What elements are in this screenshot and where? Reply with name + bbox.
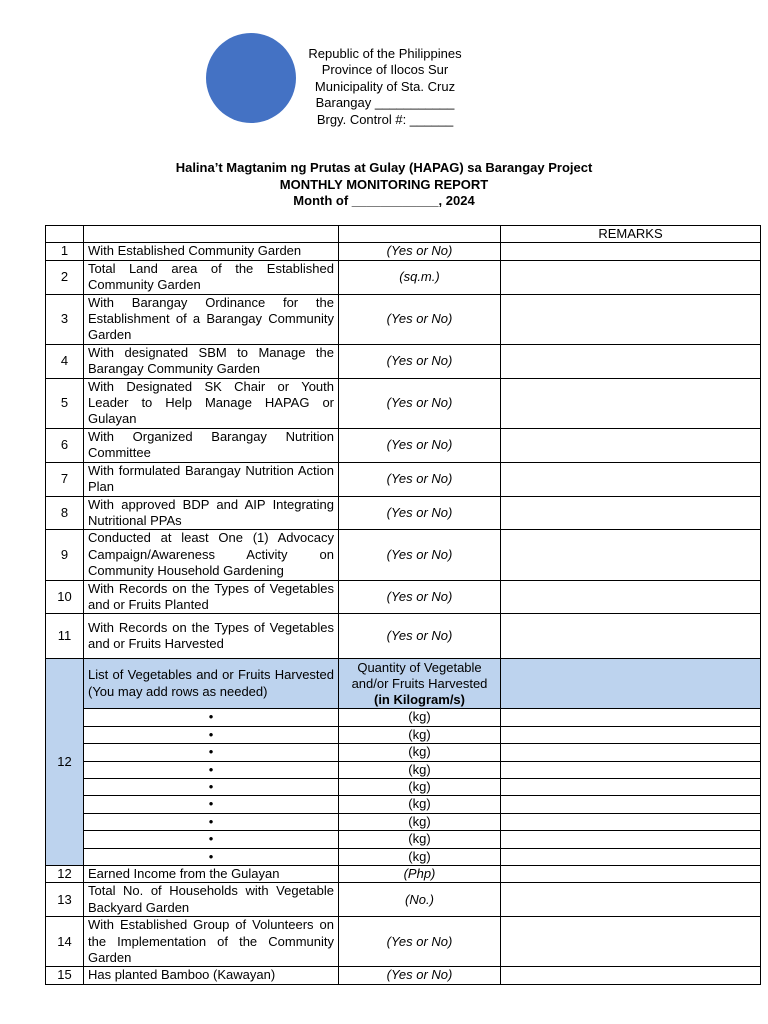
month-line: Month of ____________, 2024 bbox=[293, 193, 475, 208]
harvest-item-unit[interactable]: (kg) bbox=[339, 848, 501, 865]
project-title: Halina’t Magtanim ng Prutas at Gulay (HAPAG) sa Barangay Project bbox=[175, 160, 593, 175]
monitoring-table bbox=[45, 225, 761, 985]
value-cell: (Yes or No) bbox=[339, 344, 501, 378]
harvest-item-bullet[interactable]: • bbox=[84, 831, 339, 848]
row-number: 7 bbox=[46, 462, 84, 496]
row-number: 2 bbox=[46, 260, 84, 294]
remarks-cell[interactable] bbox=[501, 344, 761, 378]
harvest-item-remarks[interactable] bbox=[501, 726, 761, 743]
harvest-item-row bbox=[46, 726, 761, 743]
remarks-cell[interactable] bbox=[501, 378, 761, 428]
harvest-item-remarks[interactable] bbox=[501, 831, 761, 848]
remarks-cell[interactable] bbox=[501, 917, 761, 967]
remarks-cell[interactable] bbox=[501, 883, 761, 917]
harvest-item-remarks[interactable] bbox=[501, 778, 761, 795]
table-row bbox=[46, 866, 761, 883]
value-cell: (Yes or No) bbox=[339, 378, 501, 428]
indicator-cell: With Established Community Garden bbox=[84, 243, 339, 260]
indicator-cell: With Barangay Ordinance for the Establishment of a Barangay Community Garden bbox=[84, 294, 339, 344]
table-row bbox=[46, 378, 761, 428]
harvest-item-unit[interactable]: (kg) bbox=[339, 831, 501, 848]
table-row bbox=[46, 294, 761, 344]
row-number: 10 bbox=[46, 580, 84, 614]
harvest-item-row bbox=[46, 848, 761, 865]
remarks-cell[interactable] bbox=[501, 614, 761, 659]
value-cell: (Yes or No) bbox=[339, 243, 501, 260]
indicator-cell: With Records on the Types of Vegetables and or Fruits Harvested bbox=[84, 614, 339, 659]
indicator-cell: Total Land area of the Established Community Garden bbox=[84, 260, 339, 294]
harvest-item-unit[interactable]: (kg) bbox=[339, 778, 501, 795]
harvest-item-remarks[interactable] bbox=[501, 709, 761, 726]
letterhead-province: Province of Ilocos Sur bbox=[321, 62, 449, 78]
row-number: 8 bbox=[46, 496, 84, 530]
row-number: 13 bbox=[46, 883, 84, 917]
table-body bbox=[46, 226, 761, 985]
harvest-item-remarks[interactable] bbox=[501, 813, 761, 830]
harvest-item-remarks[interactable] bbox=[501, 761, 761, 778]
table-row bbox=[46, 428, 761, 462]
harvest-item-row bbox=[46, 831, 761, 848]
remarks-cell[interactable] bbox=[501, 967, 761, 984]
value-cell: (Yes or No) bbox=[339, 530, 501, 580]
harvest-item-row bbox=[46, 796, 761, 813]
harvest-row-number: 12 bbox=[46, 659, 84, 866]
letterhead-republic: Republic of the Philippines bbox=[308, 46, 462, 61]
row-number: 5 bbox=[46, 378, 84, 428]
harvest-item-unit[interactable]: (kg) bbox=[339, 761, 501, 778]
table-row bbox=[46, 967, 761, 984]
remarks-cell[interactable] bbox=[501, 260, 761, 294]
row-number: 6 bbox=[46, 428, 84, 462]
seal-logo bbox=[206, 33, 296, 123]
value-cell: (Yes or No) bbox=[339, 496, 501, 530]
harvest-item-row bbox=[46, 761, 761, 778]
remarks-cell[interactable] bbox=[501, 866, 761, 883]
table-row bbox=[46, 917, 761, 967]
header-num-cell bbox=[46, 226, 84, 243]
harvest-header-row bbox=[46, 659, 761, 709]
harvest-item-row bbox=[46, 813, 761, 830]
harvest-item-bullet[interactable]: • bbox=[84, 796, 339, 813]
harvest-item-unit[interactable]: (kg) bbox=[339, 744, 501, 761]
row-number: 15 bbox=[46, 967, 84, 984]
table-row bbox=[46, 614, 761, 659]
remarks-cell[interactable] bbox=[501, 580, 761, 614]
value-cell: (No.) bbox=[339, 883, 501, 917]
indicator-cell: Earned Income from the Gulayan bbox=[84, 866, 339, 883]
indicator-cell: With approved BDP and AIP Integrating Nutritional PPAs bbox=[84, 496, 339, 530]
harvest-item-row bbox=[46, 744, 761, 761]
table-row bbox=[46, 260, 761, 294]
row-number: 11 bbox=[46, 614, 84, 659]
harvest-item-remarks[interactable] bbox=[501, 744, 761, 761]
indicator-cell: With formulated Barangay Nutrition Action Plan bbox=[84, 462, 339, 496]
table-row bbox=[46, 496, 761, 530]
harvest-item-bullet[interactable]: • bbox=[84, 726, 339, 743]
indicator-cell: Total No. of Households with Vegetable Backyard Garden bbox=[84, 883, 339, 917]
remarks-cell[interactable] bbox=[501, 243, 761, 260]
table-row bbox=[46, 883, 761, 917]
remarks-header: REMARKS bbox=[501, 226, 761, 243]
indicator-cell: Has planted Bamboo (Kawayan) bbox=[84, 967, 339, 984]
harvest-item-bullet[interactable]: • bbox=[84, 744, 339, 761]
remarks-cell[interactable] bbox=[501, 294, 761, 344]
row-number: 14 bbox=[46, 917, 84, 967]
letterhead bbox=[300, 46, 470, 128]
remarks-cell[interactable] bbox=[501, 496, 761, 530]
indicator-cell: With Records on the Types of Vegetables and or Fruits Planted bbox=[84, 580, 339, 614]
table-row bbox=[46, 530, 761, 580]
letterhead-control-number: Brgy. Control #: ______ bbox=[316, 111, 454, 127]
value-cell: (Yes or No) bbox=[339, 967, 501, 984]
letterhead-barangay: Barangay ___________ bbox=[315, 95, 455, 111]
indicator-cell: With designated SBM to Manage the Barangay Community Garden bbox=[84, 344, 339, 378]
harvest-item-bullet[interactable]: • bbox=[84, 848, 339, 865]
remarks-cell[interactable] bbox=[501, 530, 761, 580]
value-cell: (Yes or No) bbox=[339, 614, 501, 659]
indicator-cell: Conducted at least One (1) Advocacy Campaign/Awareness Activity on Community Household Gardening bbox=[84, 530, 339, 580]
harvest-item-unit[interactable]: (kg) bbox=[339, 726, 501, 743]
quantity-header-line1: Quantity of Vegetable bbox=[357, 659, 482, 675]
row-number: 3 bbox=[46, 294, 84, 344]
quantity-header-unit: (in Kilogram/s) bbox=[373, 691, 465, 707]
quantity-header-line2: and/or Fruits Harvested bbox=[351, 675, 488, 691]
table-row bbox=[46, 243, 761, 260]
remarks-cell[interactable] bbox=[501, 462, 761, 496]
row-number: 9 bbox=[46, 530, 84, 580]
harvest-item-remarks[interactable] bbox=[501, 848, 761, 865]
harvest-item-remarks[interactable] bbox=[501, 796, 761, 813]
harvest-item-row bbox=[46, 778, 761, 795]
letterhead-municipality: Municipality of Sta. Cruz bbox=[314, 78, 456, 94]
harvest-item-unit[interactable]: (kg) bbox=[339, 813, 501, 830]
value-cell: (Php) bbox=[339, 866, 501, 883]
row-number: 12 bbox=[46, 866, 84, 883]
row-number: 4 bbox=[46, 344, 84, 378]
report-title: MONTHLY MONITORING REPORT bbox=[279, 176, 489, 192]
harvest-item-unit[interactable]: (kg) bbox=[339, 796, 501, 813]
harvest-item-bullet[interactable]: • bbox=[84, 709, 339, 726]
indicator-cell: With Designated SK Chair or Youth Leader to Help Manage HAPAG or Gulayan bbox=[84, 378, 339, 428]
harvest-item-row bbox=[46, 709, 761, 726]
indicator-cell: With Organized Barangay Nutrition Committee bbox=[84, 428, 339, 462]
header-indicator-cell bbox=[84, 226, 339, 243]
value-cell: (Yes or No) bbox=[339, 428, 501, 462]
report-titles bbox=[0, 160, 768, 210]
harvest-indicator-cell: List of Vegetables and or Fruits Harvested (You may add rows as needed) bbox=[84, 659, 339, 709]
table-row bbox=[46, 580, 761, 614]
harvest-item-unit[interactable]: (kg) bbox=[339, 709, 501, 726]
remarks-cell[interactable] bbox=[501, 428, 761, 462]
harvest-remarks-cell bbox=[501, 659, 761, 709]
harvest-item-bullet[interactable]: • bbox=[84, 813, 339, 830]
harvest-item-bullet[interactable]: • bbox=[84, 778, 339, 795]
row-number: 1 bbox=[46, 243, 84, 260]
header-value-cell bbox=[339, 226, 501, 243]
header-row bbox=[46, 226, 761, 243]
table-row bbox=[46, 462, 761, 496]
table-row bbox=[46, 344, 761, 378]
indicator-cell: With Established Group of Volunteers on the Implementation of the Community Garden bbox=[84, 917, 339, 967]
value-cell: (Yes or No) bbox=[339, 580, 501, 614]
harvest-item-bullet[interactable]: • bbox=[84, 761, 339, 778]
value-cell: (Yes or No) bbox=[339, 462, 501, 496]
value-cell: (Yes or No) bbox=[339, 917, 501, 967]
harvest-quantity-header bbox=[339, 659, 501, 709]
value-cell: (Yes or No) bbox=[339, 294, 501, 344]
value-cell: (sq.m.) bbox=[339, 260, 501, 294]
